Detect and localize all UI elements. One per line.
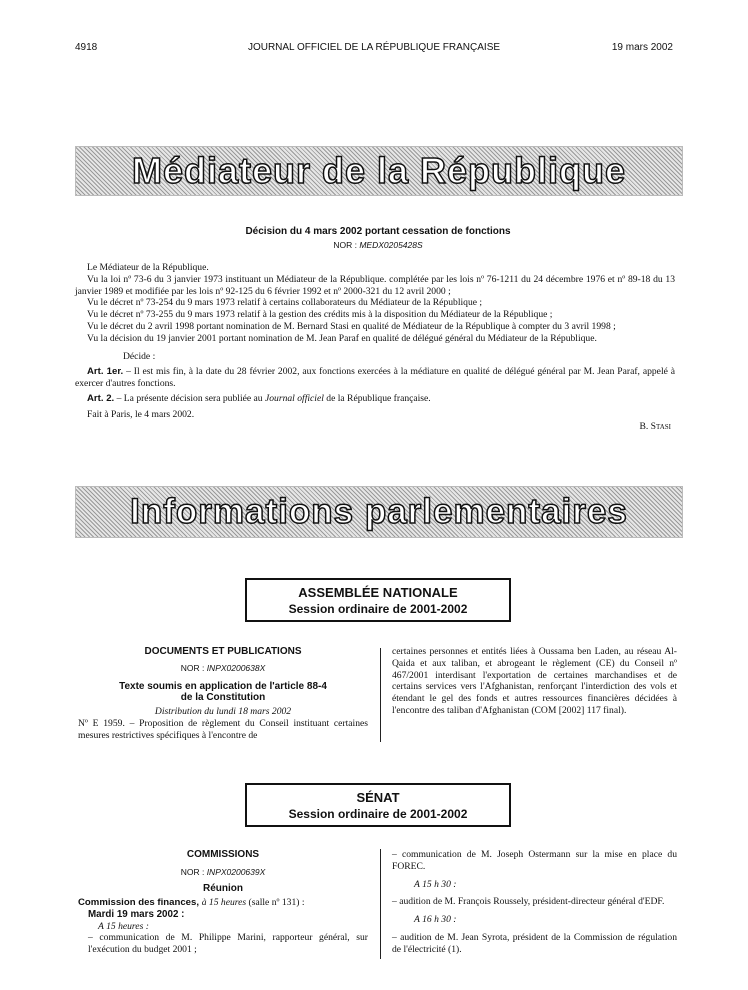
- nor-label: NOR :: [333, 240, 357, 250]
- article-2-text-a: – La présente décision sera publiée au: [114, 392, 265, 404]
- commission-finances-room: (salle nº 131) :: [246, 897, 305, 908]
- commission-finances-label: Commission des finances,: [78, 897, 202, 908]
- documents-title: DOCUMENTS ET PUBLICATIONS: [144, 646, 302, 657]
- column-divider-senat: [380, 849, 381, 959]
- item-marini: – communication de M. Philippe Marini, rapporteur général, sur l'exécution du budget 2001 ;: [88, 932, 368, 956]
- article-2-text-b: de la République française.: [323, 392, 431, 404]
- texte-soumis-title: [78, 681, 368, 703]
- senat-nor: [78, 867, 368, 877]
- decision-title: Décision du 4 mars 2002 portant cessation de fonctions: [245, 226, 511, 237]
- article-1: [75, 366, 675, 390]
- header-date: 19 mars 2002: [611, 42, 673, 53]
- senat-nor-label: NOR :: [180, 867, 205, 877]
- fait-a-paris: Fait à Paris, le 4 mars 2002.: [87, 408, 195, 420]
- informations-banner: [75, 486, 683, 538]
- article-2-label: Art. 2.: [87, 392, 115, 404]
- a-16h30: A 16 h 30 :: [414, 914, 457, 926]
- page-number: 4918: [75, 42, 98, 53]
- decision-body: [75, 262, 675, 432]
- commission-finances-hour: à 15 heures: [201, 897, 247, 908]
- mediateur-banner: [75, 146, 683, 196]
- decision-nor: [75, 240, 681, 250]
- senat-session: Session ordinaire de 2001-2002: [288, 807, 468, 821]
- informations-banner-title: Informations parlementaires: [130, 492, 628, 531]
- distribution-date: Distribution du lundi 18 mars 2002: [154, 706, 292, 717]
- senat-nor-code: INPX0200639X: [206, 867, 266, 877]
- vu-decision-2001: Vu la décision du 19 janvier 2001 portant nomination de M. Jean Paraf en qualité de délégué général du Médiateur de la République.: [87, 332, 597, 344]
- article-2: [75, 393, 675, 405]
- article-1-text: – Il est mis fin, à la date du 28 février 2002, aux fonctions exercées à la médiature en qualité de délégué général par M. Jean Paraf, appelé à exercer d'autres fonctions.: [75, 366, 676, 390]
- decide: Décide :: [123, 350, 156, 362]
- assemblee-left-column: [78, 646, 368, 742]
- a-15h30: A 15 h 30 :: [414, 878, 457, 890]
- journal-title: JOURNAL OFFICIEL DE LA RÉPUBLIQUE FRANÇAISE: [247, 42, 501, 53]
- vu-decret-255: Vu le décret nº 73-255 du 9 mars 1973 relatif à la gestion des crédits mis à la disposition du Médiateur de la République ;: [87, 309, 553, 321]
- assemblee-session: Session ordinaire de 2001-2002: [288, 602, 468, 616]
- signature: B. Stasi: [639, 420, 671, 432]
- texte-soumis-line1: Texte soumis en application de l'article 88-4: [119, 681, 327, 692]
- decision-intro: Le Médiateur de la République.: [87, 262, 209, 273]
- senat-title: SÉNAT: [356, 790, 400, 805]
- senat-right-column: [392, 849, 677, 956]
- mediateur-banner-title: Médiateur de la République: [131, 150, 627, 191]
- assemblee-box: [245, 578, 511, 622]
- a-15-heures: A 15 heures :: [98, 920, 149, 932]
- senat-left-column: [78, 849, 368, 956]
- vu-decret-1998: Vu le décret du 2 avril 1998 portant nomination de M. Bernard Stasi en qualité de Médiateur de la République à compter du 3 avril 1998 ;: [87, 320, 616, 332]
- assemblee-title: ASSEMBLÉE NATIONALE: [298, 585, 458, 600]
- assemblee-nor-code: INPX0200638X: [206, 663, 266, 673]
- commissions-title: COMMISSIONS: [186, 849, 260, 860]
- assemblee-nor: [78, 663, 368, 673]
- item-ostermann: – communication de M. Joseph Ostermann sur la mise en place du FOREC.: [392, 849, 677, 872]
- nor-code: MEDX0205428S: [359, 240, 423, 250]
- item-roussely: – audition de M. François Roussely, président-directeur général d'EDF.: [392, 896, 665, 908]
- vu-loi: Vu la loi nº 73-6 du 3 janvier 1973 instituant un Médiateur de la République. complétée par les lois nº 76-1211 du 24 décembre 1976 et nº 89-18 du 13 janvier 1989 et modifiée par les lois nº 92-125 du 6 février 1992 et nº 2000-321 du 12 avril 2000 ;: [75, 273, 675, 297]
- reunion-title: Réunion: [203, 883, 243, 894]
- article-2-journal: Journal officiel: [264, 392, 324, 404]
- vu-decret-254: Vu le décret nº 73-254 du 9 mars 1973 relatif à certains collaborateurs du Médiateur de la République ;: [87, 297, 483, 309]
- mardi-date: Mardi 19 mars 2002 :: [88, 908, 185, 920]
- article-1-label: Art. 1er.: [87, 366, 124, 378]
- commission-finances: [78, 897, 368, 909]
- assemblee-nor-label: NOR :: [180, 663, 205, 673]
- document-e1959-part2: certaines personnes et entités liées à Oussama ben Laden, au réseau Al-Qaida et aux taliban, et abrogeant le règlement (CE) du Conseil nº 467/2001 interdisant l'exportation de certaines marchandises et de certains services vers l'Afghanistan, renforçant l'interdiction des vols et étendant le gel des fonds et autres ressources financières décidées à l'encontre des taliban d'Afghanistan (COM [2002] 117 final).: [392, 646, 677, 716]
- assemblee-right-column: [392, 646, 677, 717]
- senat-box: [245, 783, 511, 827]
- document-e1959-part1: Nº E 1959. – Proposition de règlement du Conseil instituant certaines mesures restrictives spécifiques à l'encontre de: [78, 718, 368, 741]
- item-syrota: – audition de M. Jean Syrota, président de la Commission de régulation de l'électricité (1).: [392, 931, 677, 955]
- column-divider: [380, 648, 381, 742]
- texte-soumis-line2: de la Constitution: [180, 692, 266, 703]
